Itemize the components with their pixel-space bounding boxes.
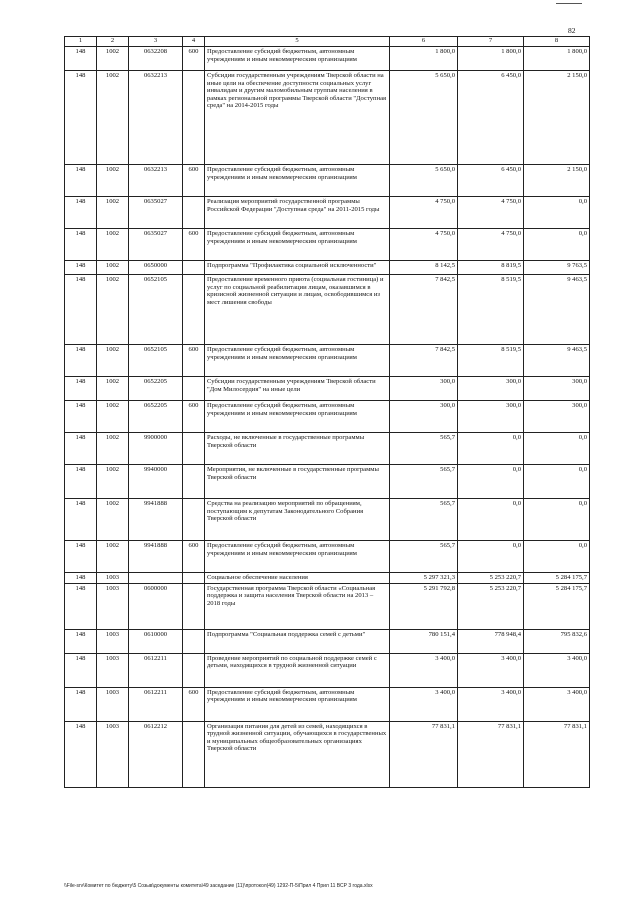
cell-amount-year-2: 0,0 — [458, 433, 524, 465]
cell-target-article: 0612212 — [129, 721, 183, 787]
cell-department: 148 — [65, 687, 97, 721]
cell-amount-year-2: 300,0 — [458, 377, 524, 401]
cell-section: 1002 — [97, 401, 129, 433]
header-cell: 4 — [183, 37, 205, 47]
cell-target-article: 0632208 — [129, 47, 183, 71]
header-row — [65, 37, 590, 47]
cell-name: Предоставление субсидий бюджетным, автономным учреждениям и иным некоммерческим организациям — [205, 401, 390, 433]
cell-target-article: 9941888 — [129, 541, 183, 573]
cell-amount-year-2: 778 948,4 — [458, 629, 524, 653]
cell-amount-year-1: 5 297 321,3 — [390, 573, 458, 584]
cell-department: 148 — [65, 721, 97, 787]
cell-name: Предоставление временного приюта (социальная гостиница) и услуг по социальной реабилитации лицам, оказавшимся в кризисной жизненной ситуации и лицам, освободившимся из мест лишения свободы — [205, 275, 390, 345]
table-row — [65, 377, 590, 401]
cell-expense-type: 600 — [183, 541, 205, 573]
cell-amount-year-2: 8 519,5 — [458, 275, 524, 345]
cell-amount-year-2: 8 519,5 — [458, 345, 524, 377]
cell-department: 148 — [65, 465, 97, 499]
cell-target-article: 0610000 — [129, 629, 183, 653]
cell-section: 1003 — [97, 721, 129, 787]
cell-department: 148 — [65, 345, 97, 377]
cell-section: 1002 — [97, 499, 129, 541]
cell-amount-year-1: 3 400,0 — [390, 653, 458, 687]
cell-name: Предоставление субсидий бюджетным, автономным учреждениям и иным некоммерческим организациям — [205, 345, 390, 377]
table-row — [65, 433, 590, 465]
cell-department: 148 — [65, 275, 97, 345]
cell-expense-type: 600 — [183, 229, 205, 261]
cell-department: 148 — [65, 583, 97, 629]
header-cell: 6 — [390, 37, 458, 47]
cell-department: 148 — [65, 433, 97, 465]
cell-expense-type — [183, 573, 205, 584]
cell-amount-year-3: 0,0 — [524, 229, 590, 261]
cell-target-article: 0652105 — [129, 275, 183, 345]
cell-amount-year-3: 9 463,5 — [524, 275, 590, 345]
cell-section: 1002 — [97, 229, 129, 261]
cell-amount-year-3: 2 150,0 — [524, 71, 590, 165]
cell-department: 148 — [65, 71, 97, 165]
cell-name: Предоставление субсидий бюджетным, автономным учреждениям и иным некоммерческим организациям — [205, 165, 390, 197]
cell-name: Государственная программа Тверской области «Социальная поддержка и защита населения Тверской области на 2013 – 2018 годы — [205, 583, 390, 629]
cell-name: Организация питания для детей из семей, находящихся в трудной жизненной ситуации, обучающихся в государственных и муниципальных общеобразовательных организациях Тверской области — [205, 721, 390, 787]
cell-amount-year-2: 0,0 — [458, 499, 524, 541]
footer-file-path: \\File-srv\Комитет по бюджету\5 Созыв\документы комитета\49 заседание (11)\протокол(49) 1292-П-5\Прил 4 Прил 11 ВСР 3 года.xlsx — [64, 883, 373, 889]
cell-target-article: 9941888 — [129, 499, 183, 541]
table-row — [65, 653, 590, 687]
cell-department: 148 — [65, 653, 97, 687]
cell-amount-year-3: 3 400,0 — [524, 653, 590, 687]
table-row — [65, 721, 590, 787]
cell-amount-year-3: 5 284 175,7 — [524, 583, 590, 629]
cell-target-article: 0650000 — [129, 261, 183, 275]
cell-name: Субсидии государственным учреждениям Тверской области на иные цели на обеспечение доступности социальных услуг инвалидам и другим маломобильным группам населения в рамках региональной программы Тверской области "Доступная среда" на 2014-2015 годы — [205, 71, 390, 165]
cell-amount-year-3: 0,0 — [524, 433, 590, 465]
cell-name: Субсидии государственным учреждениям Тверской области "Дом Милосердия" на иные цели — [205, 377, 390, 401]
cell-amount-year-2: 4 750,0 — [458, 197, 524, 229]
cell-amount-year-3: 795 832,6 — [524, 629, 590, 653]
table-row — [65, 345, 590, 377]
table-row — [65, 629, 590, 653]
table-row — [65, 197, 590, 229]
cell-name: Средства на реализацию мероприятий по обращениям, поступающим к депутатам Законодательного Собрания Тверской области — [205, 499, 390, 541]
header-cell: 7 — [458, 37, 524, 47]
cell-amount-year-2: 3 400,0 — [458, 653, 524, 687]
cell-expense-type: 600 — [183, 345, 205, 377]
cell-section: 1002 — [97, 275, 129, 345]
cell-amount-year-1: 5 650,0 — [390, 71, 458, 165]
cell-target-article: 0632213 — [129, 71, 183, 165]
cell-target-article: 0652105 — [129, 345, 183, 377]
cell-target-article: 0612211 — [129, 653, 183, 687]
cell-expense-type — [183, 197, 205, 229]
cell-expense-type: 600 — [183, 47, 205, 71]
cell-section: 1002 — [97, 345, 129, 377]
cell-amount-year-3: 3 400,0 — [524, 687, 590, 721]
cell-amount-year-2: 4 750,0 — [458, 229, 524, 261]
cell-amount-year-1: 565,7 — [390, 541, 458, 573]
cell-expense-type — [183, 261, 205, 275]
cell-department: 148 — [65, 197, 97, 229]
cell-expense-type — [183, 275, 205, 345]
cell-amount-year-1: 4 750,0 — [390, 197, 458, 229]
cell-amount-year-1: 7 842,5 — [390, 275, 458, 345]
table-row — [65, 71, 590, 165]
corner-mark — [556, 0, 582, 4]
cell-amount-year-3: 9 763,5 — [524, 261, 590, 275]
cell-expense-type — [183, 583, 205, 629]
table-row — [65, 165, 590, 197]
cell-amount-year-3: 0,0 — [524, 197, 590, 229]
cell-name: Подпрограмма "Профилактика социальной исключенности" — [205, 261, 390, 275]
cell-amount-year-2: 77 831,1 — [458, 721, 524, 787]
table-row — [65, 261, 590, 275]
cell-section: 1003 — [97, 583, 129, 629]
table-row — [65, 47, 590, 71]
cell-name: Проведение мероприятий по социальной поддержке семей с детьми, находящихся в трудной жизненной ситуации — [205, 653, 390, 687]
cell-amount-year-2: 8 819,5 — [458, 261, 524, 275]
cell-name: Предоставление субсидий бюджетным, автономным учреждениям и иным некоммерческим организациям — [205, 229, 390, 261]
cell-department: 148 — [65, 261, 97, 275]
cell-name: Подпрограмма "Социальная поддержка семей с детьми" — [205, 629, 390, 653]
cell-expense-type: 600 — [183, 165, 205, 197]
cell-name: Предоставление субсидий бюджетным, автономным учреждениям и иным некоммерческим организациям — [205, 541, 390, 573]
cell-amount-year-1: 565,7 — [390, 433, 458, 465]
header-cell: 3 — [129, 37, 183, 47]
cell-amount-year-2: 300,0 — [458, 401, 524, 433]
cell-amount-year-3: 0,0 — [524, 499, 590, 541]
cell-department: 148 — [65, 47, 97, 71]
cell-amount-year-2: 0,0 — [458, 541, 524, 573]
cell-amount-year-2: 0,0 — [458, 465, 524, 499]
cell-section: 1003 — [97, 687, 129, 721]
cell-target-article: 0600000 — [129, 583, 183, 629]
cell-expense-type — [183, 465, 205, 499]
table-row — [65, 541, 590, 573]
cell-name: Социальное обеспечение населения — [205, 573, 390, 584]
cell-amount-year-3: 9 463,5 — [524, 345, 590, 377]
cell-amount-year-3: 0,0 — [524, 465, 590, 499]
cell-amount-year-2: 5 253 220,7 — [458, 573, 524, 584]
cell-department: 148 — [65, 573, 97, 584]
cell-department: 148 — [65, 401, 97, 433]
cell-amount-year-1: 7 842,5 — [390, 345, 458, 377]
cell-amount-year-1: 565,7 — [390, 465, 458, 499]
cell-amount-year-3: 300,0 — [524, 401, 590, 433]
cell-amount-year-3: 5 284 175,7 — [524, 573, 590, 584]
cell-amount-year-2: 6 450,0 — [458, 71, 524, 165]
cell-expense-type — [183, 721, 205, 787]
cell-target-article: 0652205 — [129, 401, 183, 433]
cell-expense-type — [183, 433, 205, 465]
header-cell: 5 — [205, 37, 390, 47]
header-cell: 1 — [65, 37, 97, 47]
cell-target-article: 0635027 — [129, 197, 183, 229]
cell-section: 1003 — [97, 629, 129, 653]
cell-amount-year-1: 1 800,0 — [390, 47, 458, 71]
cell-target-article: 0652205 — [129, 377, 183, 401]
cell-target-article — [129, 573, 183, 584]
table-row — [65, 499, 590, 541]
cell-section: 1002 — [97, 377, 129, 401]
cell-amount-year-3: 0,0 — [524, 541, 590, 573]
cell-amount-year-1: 3 400,0 — [390, 687, 458, 721]
cell-section: 1002 — [97, 47, 129, 71]
cell-amount-year-2: 1 800,0 — [458, 47, 524, 71]
budget-table — [64, 36, 590, 788]
cell-amount-year-3: 2 150,0 — [524, 165, 590, 197]
cell-amount-year-1: 8 142,5 — [390, 261, 458, 275]
cell-department: 148 — [65, 629, 97, 653]
cell-amount-year-3: 300,0 — [524, 377, 590, 401]
header-cell: 8 — [524, 37, 590, 47]
cell-department: 148 — [65, 499, 97, 541]
cell-amount-year-1: 5 650,0 — [390, 165, 458, 197]
cell-section: 1002 — [97, 433, 129, 465]
cell-amount-year-3: 77 831,1 — [524, 721, 590, 787]
cell-amount-year-1: 300,0 — [390, 401, 458, 433]
cell-name: Предоставление субсидий бюджетным, автономным учреждениям и иным некоммерческим организациям — [205, 687, 390, 721]
table-row — [65, 573, 590, 584]
cell-expense-type: 600 — [183, 401, 205, 433]
cell-amount-year-3: 1 800,0 — [524, 47, 590, 71]
cell-amount-year-1: 77 831,1 — [390, 721, 458, 787]
cell-section: 1002 — [97, 261, 129, 275]
cell-department: 148 — [65, 541, 97, 573]
cell-section: 1002 — [97, 197, 129, 229]
cell-amount-year-1: 565,7 — [390, 499, 458, 541]
table-row — [65, 229, 590, 261]
cell-name: Расходы, не включенные в государственные программы Тверской области — [205, 433, 390, 465]
cell-section: 1002 — [97, 71, 129, 165]
cell-amount-year-1: 4 750,0 — [390, 229, 458, 261]
cell-section: 1002 — [97, 465, 129, 499]
cell-target-article: 9900000 — [129, 433, 183, 465]
cell-target-article: 0612211 — [129, 687, 183, 721]
cell-target-article: 9940000 — [129, 465, 183, 499]
cell-target-article: 0635027 — [129, 229, 183, 261]
cell-section: 1002 — [97, 541, 129, 573]
header-cell: 2 — [97, 37, 129, 47]
cell-name: Реализация мероприятий государственной программы Российской Федерации "Доступная среда" на 2011-2015 годы — [205, 197, 390, 229]
cell-amount-year-2: 3 400,0 — [458, 687, 524, 721]
cell-amount-year-2: 6 450,0 — [458, 165, 524, 197]
cell-amount-year-1: 300,0 — [390, 377, 458, 401]
cell-amount-year-1: 780 151,4 — [390, 629, 458, 653]
cell-expense-type — [183, 71, 205, 165]
cell-expense-type: 600 — [183, 687, 205, 721]
table-row — [65, 275, 590, 345]
table-row — [65, 687, 590, 721]
cell-name: Мероприятия, не включенные в государственные программы Тверской области — [205, 465, 390, 499]
cell-expense-type — [183, 377, 205, 401]
cell-target-article: 0632213 — [129, 165, 183, 197]
table-row — [65, 401, 590, 433]
table-row — [65, 583, 590, 629]
table-body — [65, 47, 590, 788]
cell-section: 1002 — [97, 165, 129, 197]
cell-expense-type — [183, 629, 205, 653]
cell-section: 1003 — [97, 573, 129, 584]
cell-amount-year-1: 5 291 792,8 — [390, 583, 458, 629]
cell-department: 148 — [65, 377, 97, 401]
cell-name: Предоставление субсидий бюджетным, автономным учреждениям и иным некоммерческим организациям — [205, 47, 390, 71]
page-number: 82 — [568, 26, 576, 35]
cell-expense-type — [183, 499, 205, 541]
cell-amount-year-2: 5 253 220,7 — [458, 583, 524, 629]
cell-expense-type — [183, 653, 205, 687]
cell-section: 1003 — [97, 653, 129, 687]
cell-department: 148 — [65, 165, 97, 197]
cell-department: 148 — [65, 229, 97, 261]
table-row — [65, 465, 590, 499]
